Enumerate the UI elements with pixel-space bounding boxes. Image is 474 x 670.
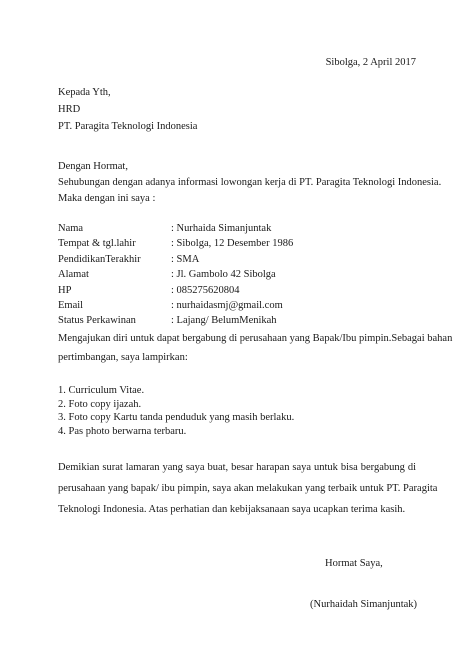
sign-off: Hormat Saya, [325,558,383,569]
closing-text-2-content: perusahaan yang bapak/ ibu pimpin, saya akan melakukan yang terbaik untuk PT. Paragita [58,483,438,494]
apply-text-1: Mengajukan diri untuk dapat bergabung di perusahaan yang Bapak/Ibu pimpin.Sebagai bahan [58,333,453,344]
data-value: : 085275620804 [171,284,240,296]
data-value: : nurhaidasmj@gmail.com [171,299,283,311]
data-label: PendidikanTerakhir [58,253,141,265]
personal-data-table [58,221,293,329]
closing-text-3: Teknologi Indonesia. Atas perhatian dan kebijaksanaan saya ucapkan terima kasih. [58,504,406,515]
intro-text-2: Maka dengan ini saya : [58,193,156,204]
data-value: : Nurhaida Simanjuntak [171,223,272,234]
data-row-name [58,221,293,236]
data-row-marital [58,313,293,328]
list-item: 1. Curriculum Vitae. [58,385,145,396]
closing-text-2 [58,482,438,496]
attachment-list [58,384,294,438]
data-row-education [58,252,293,267]
data-row-birth [58,236,293,251]
apply-text-2: pertimbangan, saya lampirkan: [58,352,188,363]
data-value: : SMA [171,253,200,265]
data-label: Alamat [58,269,89,281]
closing-text-1-content: Demikian surat lamaran yang saya buat, besar harapan saya untuk bisa bergabung di [58,462,416,473]
signatory-name: (Nurhaidah Simanjuntak) [310,599,418,610]
data-value: : Jl. Gambolo 42 Sibolga [171,269,276,281]
data-row-address [58,267,293,282]
data-label: Email [58,299,84,311]
data-label: HP [58,284,72,296]
place-date: Sibolga, 2 April 2017 [325,57,416,68]
list-item: 4. Pas photo berwarna terbaru. [58,425,187,437]
greeting: Dengan Hormat, [58,161,128,172]
list-item: 3. Foto copy Kartu tanda penduduk yang masih berlaku. [58,412,295,424]
data-label: Tempat & tgl.lahir [58,238,136,250]
recipient-line-3: PT. Paragita Teknologi Indonesia [58,121,198,132]
data-row-email [58,298,293,313]
recipient-line-2: HRD [58,104,81,115]
recipient-line-1: Kepada Yth, [58,87,111,98]
intro-text: Sehubungan dengan adanya informasi lowongan kerja di PT. Paragita Teknologi Indonesia. [58,177,442,188]
closing-text-1 [58,461,416,475]
data-row-phone [58,283,293,298]
list-item: 2. Foto copy ijazah. [58,398,142,410]
data-value: : Lajang/ BelumMenikah [171,315,277,327]
data-value: : Sibolga, 12 Desember 1986 [171,238,294,250]
data-label: Nama [58,223,84,234]
data-label: Status Perkawinan [58,315,136,327]
